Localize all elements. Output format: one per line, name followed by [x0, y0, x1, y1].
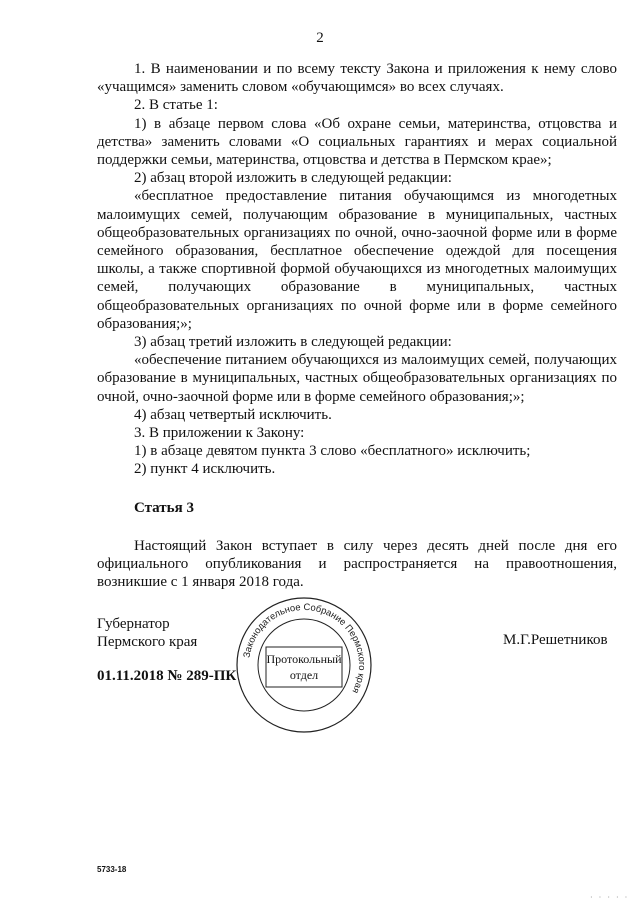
paragraph: 1) в абзаце девятом пункта 3 слово «бесплатного» исключить;: [134, 443, 531, 460]
document-body: [97, 60, 617, 591]
stamp-ring-text: Законодательное Собрание Пермского края: [240, 600, 369, 696]
page-number: 2: [316, 30, 324, 46]
paragraph: «бесплатное предоставление питания обучающимся из многодетных малоимущих семей, получающим образование в муниципальных, частных общеобразовательных организациях по очной, очно-заочной форме или в форме семейного образования, бесплатное обеспечение одеждой для посещения школы, а также спортивной формой обучающихся из многодетных малоимущих семей, получающих образование в муниципальных, частных общеобразовательных организациях по очной форме или в форме семейного образования;»;: [97, 188, 617, 332]
signatory-title: [97, 615, 197, 651]
official-stamp: [234, 595, 374, 735]
paragraph: 1. В наименовании и по всему тексту Закона и приложения к нему слово «учащимся» заменить словом «обучающимся» во всех случаях.: [97, 61, 617, 96]
paragraph: «обеспечение питанием обучающихся из малоимущих семей, получающих образование в муниципальных, частных общеобразовательных организациях по очной, очно-заочной форме или в форме семейного образования;»;: [97, 352, 617, 405]
paragraph: 2. В статье 1:: [134, 97, 218, 114]
closing-paragraph: Настоящий Закон вступает в силу через десять дней после дня его официального опубликования и распространяется на правоотношения, возникшие с 1 января 2018 года.: [97, 537, 617, 591]
signatory-title-line: Пермского края: [97, 634, 198, 650]
signatory-name: М.Г.Решетников: [503, 632, 608, 648]
stamp-center-line: Протокольный: [266, 652, 342, 666]
signatory-title-line: Губернатор: [97, 616, 170, 632]
paragraph: 2) пункт 4 исключить.: [134, 461, 276, 478]
paragraph: 3. В приложении к Закону:: [134, 425, 305, 442]
scan-marks: · · · · ·: [590, 893, 630, 902]
law-date-number: 01.11.2018 № 289-ПК: [97, 668, 237, 684]
paragraph: 1) в абзаце первом слова «Об охране семьи, материнства, отцовства и детства» заменить словами «О социальных гарантиях и мерах социальной поддержки семьи, материнства, отцовства и детства в Пермском крае»;: [97, 115, 617, 169]
document-code: 5733-18: [97, 865, 127, 874]
article-heading: Статья 3: [134, 499, 194, 516]
stamp-center-line: отдел: [289, 668, 319, 682]
paragraph: 4) абзац четвертый исключить.: [134, 406, 332, 423]
paragraph: 2) абзац второй изложить в следующей редакции:: [134, 170, 452, 187]
paragraph: 3) абзац третий изложить в следующей редакции:: [134, 334, 452, 351]
